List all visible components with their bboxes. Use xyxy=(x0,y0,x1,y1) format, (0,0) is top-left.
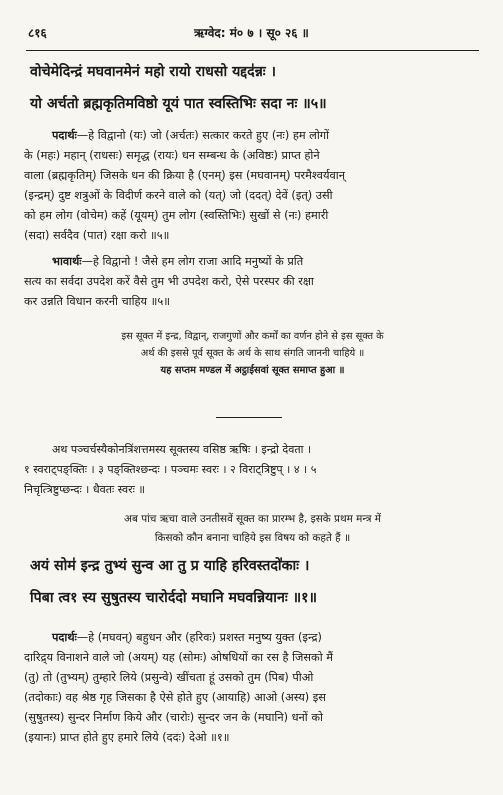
padartha-line: वाला (ब्रह्मकृतिम्) जिसके धन की क्रिया है (एनम्) इस (मघवानम्) परमैश्वर्यवान् xyxy=(24,169,345,182)
page-number: ८१६ xyxy=(28,26,47,40)
sukta-note-line: इस सूक्त में इन्द्र, विद्वान्, राजगुणों और कर्मों का वर्णन होने से इस सूक्त के xyxy=(121,331,384,342)
padartha-label: पदार्थः xyxy=(52,631,77,644)
sukta-note xyxy=(22,328,483,379)
section-divider xyxy=(216,417,282,418)
padartha-2 xyxy=(24,628,483,748)
sukta-header-line: अथ पञ्चर्चस्यैकोनत्रिंशत्तमस्य सूक्तस्य वसिष्ठ ऋषिः । इन्द्रो देवता । xyxy=(52,443,312,456)
padartha-line: (इयानः) प्राप्त होते हुए हमारे लिये (ददः) देओ ॥१॥ xyxy=(24,731,230,744)
padartha-label: पदार्थः xyxy=(52,129,77,142)
intro-note-line: किसको कौन बनाना चाहिये इस विषय को कहते हैं ॥ xyxy=(154,532,351,544)
bhavartha-line: सत्य का सर्वदा उपदेश करें वैसे तुम भी उपदेश करो, ऐसे परस्पर की रक्षा xyxy=(24,275,314,288)
mantra-1-line-2: यो अर्चतो ब्रह्मकृतिमविष्ठो यूयं पात स्वस्तिभिः सदा नः ॥५॥ xyxy=(30,96,327,112)
padartha-1 xyxy=(24,126,483,246)
sukta-note-line: अर्थ की इससे पूर्व सूक्त के अर्थ के साथ संगति जाननी चाहिये ॥ xyxy=(140,348,365,359)
bhavartha-line: कर उन्नति विधान करनी चाहिय ॥५॥ xyxy=(24,295,171,308)
mantra-1-line-1: वोचेमेदिन्द्रं मघवानमेनं महो रायो राधसो यद्दद॑न्नः । xyxy=(30,64,276,80)
header-rule xyxy=(26,50,479,51)
running-title: ऋग्वेद: मं० ७ । सू० २६ ॥ xyxy=(194,26,309,40)
bhavartha-label: भावार्थः xyxy=(52,255,82,268)
padartha-line: दारिद्र्य विनाशने वाले जो (अयम्) यह (सोमः) ओषधियों का रस है जिसको मैं xyxy=(24,651,333,664)
sukta-header-line: निचृत्त्रिष्टुप्छन्दः । धैवतः स्वरः ॥ xyxy=(24,483,145,496)
bhavartha-1 xyxy=(24,252,483,312)
padartha-line: —हे (मघवन्) बहुधन और (हरिवः) प्रशस्त मनुष्य युक्त (इन्द्र) xyxy=(76,631,322,644)
page-header xyxy=(28,22,475,44)
mantra-2-line-2: पिबा त्व१ स्य सुषुतस्य चारोर्ददो मघानि मघवन्नियानः ॥१॥ xyxy=(30,590,318,606)
intro-note-line: अब पांच ऋचा वाले उनतीसवें सूक्त का प्रारम्भ है, इसके प्रथम मन्त्र में xyxy=(124,513,381,525)
sukta-end-line: यह सप्तम मण्डल में अट्ठाईसवां सूक्त समाप्त हुआ ॥ xyxy=(160,365,345,376)
padartha-line: (तु) तो (तुभ्यम्) तुम्हारे लिये (प्रसुन्वे) खींचता हूं उसको तुम (पिब) पीओ xyxy=(24,671,314,684)
padartha-line: —हे विद्वानो (यः) जो (अर्चतः) सत्कार करते हुए (नः) हम लोगों xyxy=(76,129,330,142)
bhavartha-line: —हे विद्वानो ! जैसे हम लोग राजा आदि मनुष्यों के प्रति xyxy=(81,255,304,268)
padartha-line: (इन्द्रम्) दुष्ट शत्रुओं के विदीर्ण करने वाले को (यत्) जो (ददत्) देवें (इत्) उसी xyxy=(24,189,333,202)
padartha-line: के (महः) महान् (राधसः) समृद्ध (रायः) धन सम्बन्ध के (अविष्ठः) प्राप्त होने xyxy=(24,149,320,162)
padartha-line: (तदोकाः) वह श्रेष्ठ गृह जिसका है ऐसे होते हुए (आयाहि) आओ (अस्य) इस xyxy=(24,691,326,704)
padartha-line: (सुषुतस्य) सुन्दर निर्माण किये और (चारोः) सुन्दर जन के (मघानि) धनों को xyxy=(24,711,323,724)
padartha-line: को हम लोग (वोचेम) कहें (यूयम्) तुम लोग (स्वस्तिभिः) सुखों से (नः) हमारी xyxy=(24,209,329,222)
padartha-line: (सदा) सर्वदैव (पात) रक्षा करो ॥५॥ xyxy=(24,229,170,242)
sukta-header xyxy=(24,440,483,500)
sukta-header-line: १ स्वराट्पङ्क्तिः । ३ पङ्क्तिश्छन्दः । पञ्चमः स्वरः । २ विराट्त्रिष्टुप् । ४ । ५ xyxy=(24,463,317,476)
intro-note xyxy=(22,510,483,548)
mantra-2-line-1: अयं सोम॑ इन्द्र तुभ्यं सुन्व आ तु प्र याहि हरिवस्तदो॑काः । xyxy=(30,558,310,574)
